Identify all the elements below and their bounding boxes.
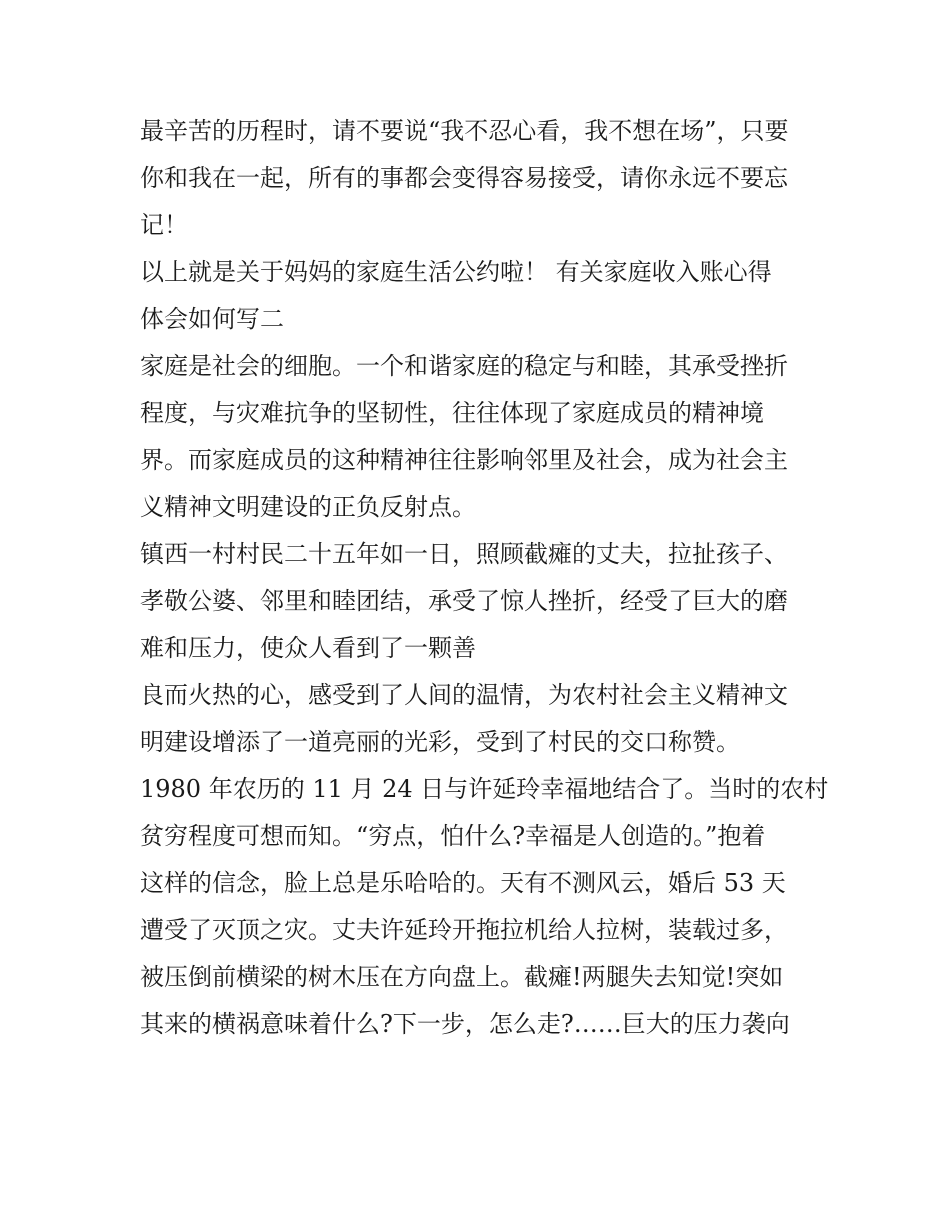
text-line: 贫穷程度可想而知。“穷点，怕什么?幸福是人创造的。”抱着 xyxy=(140,822,766,850)
text-line: 镇西一村村民二十五年如一日，照顾截瘫的丈夫，拉扯孩子、 xyxy=(140,540,788,568)
text-line: 记！ xyxy=(140,211,188,239)
text-line: 良而火热的心，感受到了人间的温情，为农村社会主义精神文 xyxy=(140,681,788,709)
text-line: 义精神文明建设的正负反射点。 xyxy=(140,493,476,521)
text-line: 程度，与灾难抗争的坚韧性，往往体现了家庭成员的精神境 xyxy=(140,399,764,427)
text-line: 遭受了灭顶之灾。丈夫许延玲开拖拉机给人拉树，装载过多， xyxy=(140,916,788,944)
text-line: 孝敬公婆、邻里和睦团结，承受了惊人挫折，经受了巨大的磨 xyxy=(140,587,788,615)
text-line: 1980 年农历的 11 月 24 日与许延玲幸福地结合了。当时的农村 xyxy=(140,775,829,803)
text-line: 难和压力，使众人看到了一颗善 xyxy=(140,634,476,662)
body-text xyxy=(140,108,829,1048)
text-line: 家庭是社会的细胞。一个和谐家庭的稳定与和睦，其承受挫折 xyxy=(140,352,788,380)
text-line: 你和我在一起，所有的事都会变得容易接受，请你永远不要忘 xyxy=(140,164,788,192)
text-line: 其来的横祸意味着什么?下一步，怎么走?……巨大的压力袭向 xyxy=(140,1010,790,1038)
text-line: 这样的信念，脸上总是乐哈哈的。天有不测风云，婚后 53 天 xyxy=(140,869,786,897)
text-line: 界。而家庭成员的这种精神往往影响邻里及社会，成为社会主 xyxy=(140,446,788,474)
text-line: 明建设增添了一道亮丽的光彩，受到了村民的交口称赞。 xyxy=(140,728,740,756)
text-line: 被压倒前横梁的树木压在方向盘上。截瘫!两腿失去知觉!突如 xyxy=(140,963,784,991)
text-line: 以上就是关于妈妈的家庭生活公约啦！ 有关家庭收入账心得 xyxy=(140,258,772,286)
text-line: 最辛苦的历程时，请不要说“我不忍心看，我不想在场”，只要 xyxy=(140,117,789,145)
text-line: 体会如何写二 xyxy=(140,305,284,333)
